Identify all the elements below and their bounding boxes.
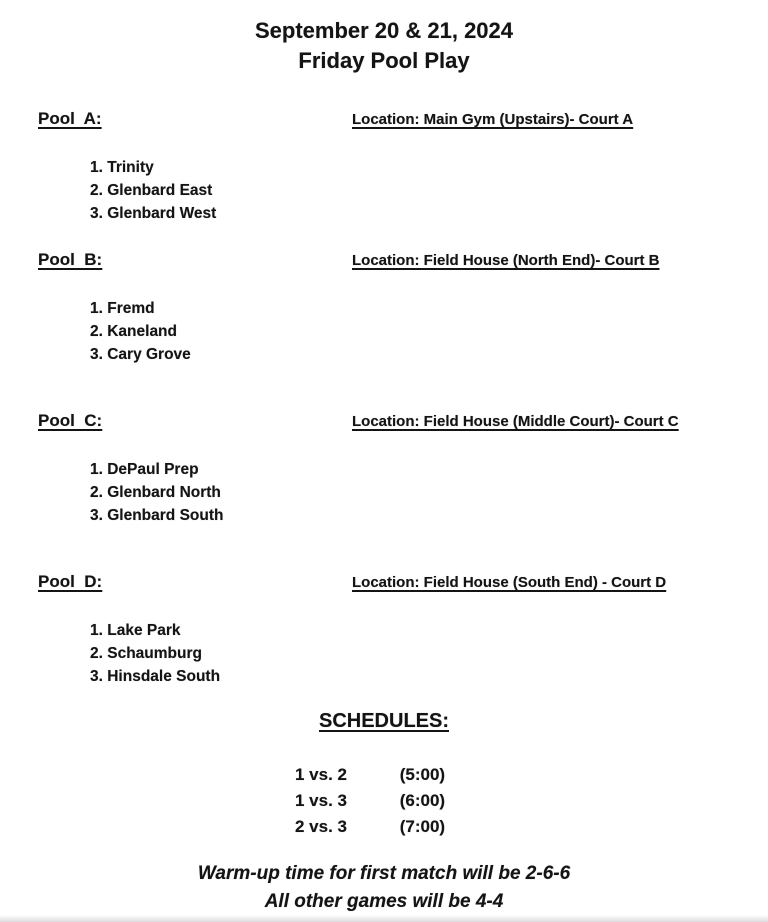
schedule-row xyxy=(295,814,768,840)
schedule-row xyxy=(295,762,768,788)
schedule-row xyxy=(295,788,768,814)
pool-d-label: Pool D: xyxy=(38,572,103,591)
title-event-line: Friday Pool Play xyxy=(298,48,470,73)
pool-c-section xyxy=(0,411,768,527)
match-label: 2 vs. 3 xyxy=(295,817,347,836)
team-item: 2. Glenbard North xyxy=(90,484,221,501)
schedule-rows xyxy=(295,762,768,840)
team-item: 1. Trinity xyxy=(90,159,154,176)
time-label: (5:00) xyxy=(399,765,446,784)
pool-a-header xyxy=(0,109,768,130)
pool-a-location: Location: Main Gym (Upstairs)- Court A xyxy=(352,111,634,128)
team-item: 2. Schaumburg xyxy=(90,645,202,662)
document-title xyxy=(0,0,768,76)
pool-d-header xyxy=(0,572,768,593)
team-item: 3. Glenbard South xyxy=(90,507,224,524)
schedules-heading: SCHEDULES: xyxy=(318,710,449,732)
match-label: 1 vs. 3 xyxy=(295,791,347,810)
pool-c-header xyxy=(0,411,768,432)
footer-notes xyxy=(0,860,768,916)
pool-a-team-list xyxy=(90,156,768,225)
other-games-note: All other games will be 4-4 xyxy=(264,891,504,912)
pool-b-header xyxy=(0,250,768,271)
team-item: 3. Glenbard West xyxy=(90,205,217,222)
team-item: 3. Hinsdale South xyxy=(90,668,221,685)
team-item: 2. Glenbard East xyxy=(90,182,213,199)
pool-b-section xyxy=(0,250,768,366)
pool-c-team-list xyxy=(90,458,768,527)
time-label: (7:00) xyxy=(399,817,446,836)
team-item: 2. Kaneland xyxy=(90,323,177,340)
pool-b-team-list xyxy=(90,297,768,366)
pool-a-section xyxy=(0,109,768,225)
pool-c-label: Pool C: xyxy=(38,411,103,430)
pool-b-location: Location: Field House (North End)- Court B xyxy=(352,252,660,269)
pool-c-location: Location: Field House (Middle Court)- Court C xyxy=(352,413,679,430)
pool-a-label: Pool A: xyxy=(38,109,102,128)
pool-d-team-list xyxy=(90,619,768,688)
team-item: 1. Fremd xyxy=(90,300,155,317)
match-label: 1 vs. 2 xyxy=(295,765,347,784)
time-label: (6:00) xyxy=(399,791,446,810)
pool-d-location: Location: Field House (South End) - Court D xyxy=(352,574,667,591)
pool-d-section xyxy=(0,572,768,688)
team-item: 1. Lake Park xyxy=(90,622,181,639)
scan-edge-shadow xyxy=(0,915,768,922)
team-item: 3. Cary Grove xyxy=(90,346,191,363)
team-item: 1. DePaul Prep xyxy=(90,461,199,478)
pool-b-label: Pool B: xyxy=(38,250,103,269)
title-date-line: September 20 & 21, 2024 xyxy=(254,18,514,43)
warmup-note: Warm-up time for first match will be 2-6-6 xyxy=(197,863,571,884)
